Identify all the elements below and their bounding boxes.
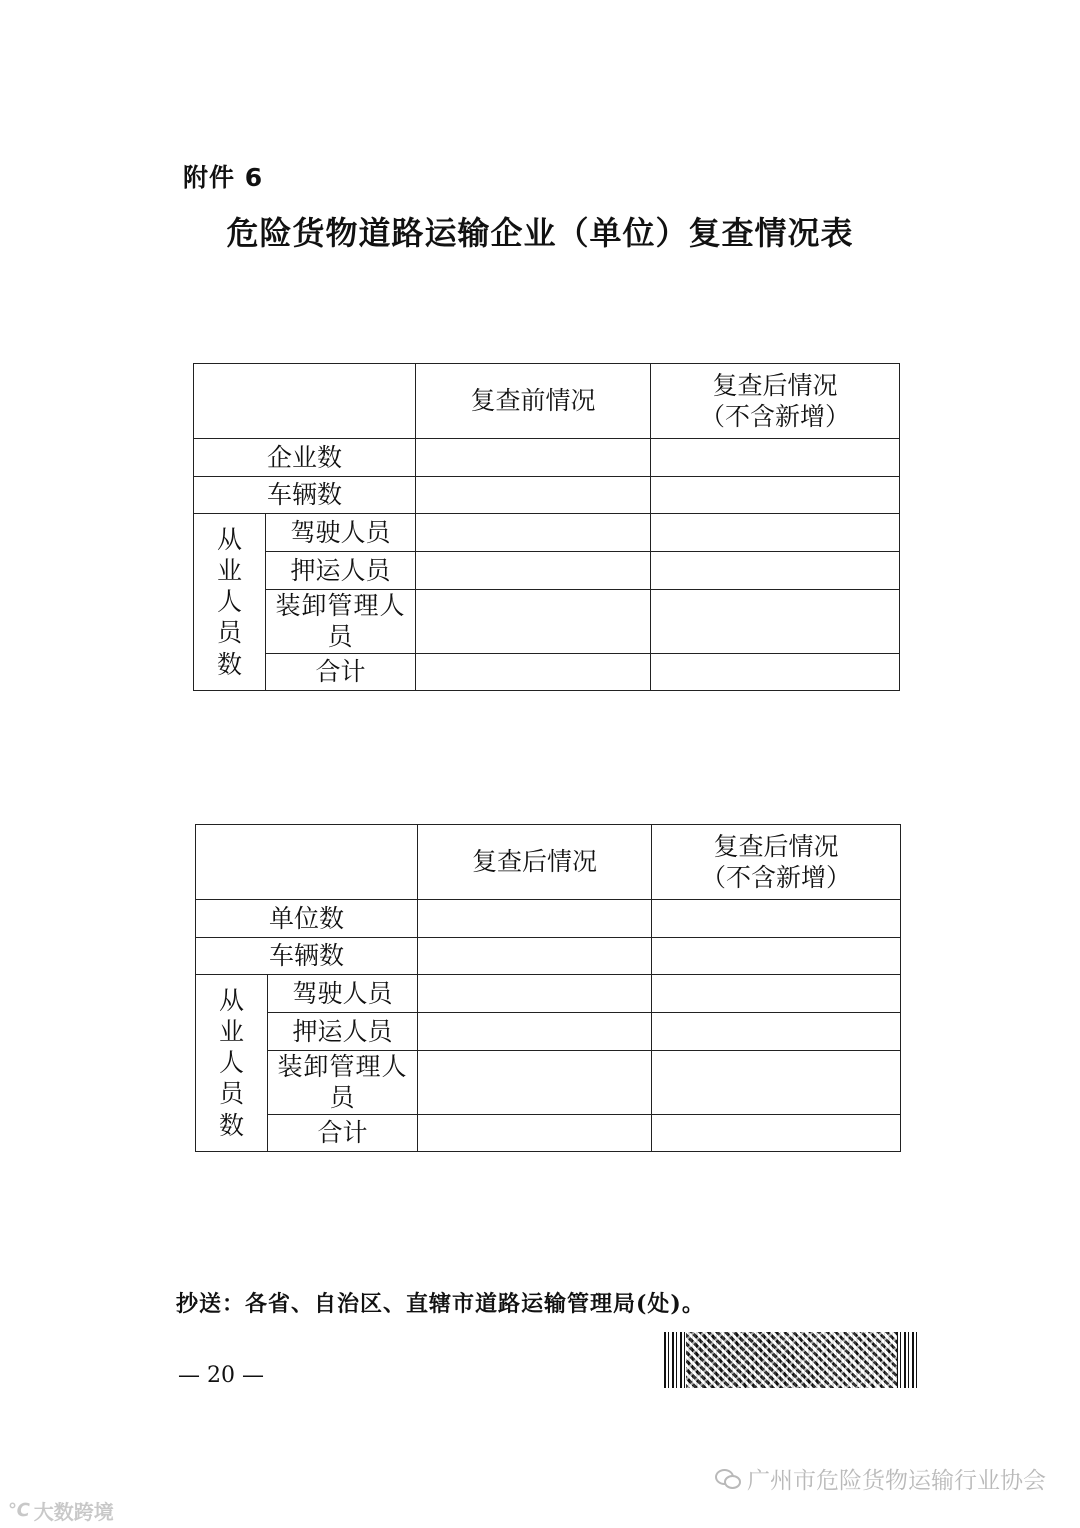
cell-total-after [651, 653, 900, 690]
cc-recipients: 抄送：各省、自治区、直辖市道路运输管理局(处)。 [176, 1291, 705, 1317]
row-label-loaders: 装卸管理人员 [268, 1051, 418, 1115]
logo-icon: ℃ [8, 1500, 30, 1521]
watermark-association [715, 1462, 1046, 1495]
cell-loaders-col2 [652, 1051, 901, 1115]
row-label-drivers: 驾驶人员 [268, 975, 418, 1013]
row-label-escorts: 押运人员 [268, 1013, 418, 1051]
group-label-personnel [196, 975, 268, 1152]
row-label-total: 合计 [268, 1114, 418, 1151]
page-title: 危险货物道路运输企业（单位）复查情况表 [226, 214, 854, 252]
cell-total-col1 [418, 1114, 652, 1151]
barcode-pattern-overlay [686, 1332, 897, 1388]
col-after-review-excl-new [652, 825, 901, 900]
wechat-icon [715, 1469, 741, 1489]
cell-vehicles-after [651, 477, 900, 514]
row-label-units: 单位数 [196, 900, 418, 938]
watermark-source [8, 1496, 114, 1525]
cell-enterprises-after [651, 439, 900, 477]
col-after-review-total: 复查后情况 [418, 825, 652, 900]
col-after-review [651, 364, 900, 439]
group-label-personnel-text: 从业人员数 [216, 524, 242, 679]
cell-loaders-after [651, 590, 900, 654]
cell-vehicles-before [416, 477, 651, 514]
cell-escorts-after [651, 552, 900, 590]
group-label-personnel-text: 从业人员数 [218, 985, 244, 1140]
cell-units-col1 [418, 900, 652, 938]
cell-enterprises-before [416, 439, 651, 477]
cell-drivers-before [416, 514, 651, 552]
header-blank-cell [194, 364, 416, 439]
col-after-review-line1: 复查后情况 [713, 831, 839, 861]
col-after-review-line2: （不含新增） [700, 863, 851, 892]
row-label-vehicles: 车辆数 [194, 477, 416, 514]
row-label-escorts: 押运人员 [266, 552, 416, 590]
col-after-review-line1: 复查后情况 [712, 370, 838, 400]
row-label-loaders: 装卸管理人员 [266, 590, 416, 654]
cell-total-col2 [652, 1114, 901, 1151]
cell-escorts-col2 [652, 1013, 901, 1051]
cell-loaders-before [416, 590, 651, 654]
barcode-image [664, 1332, 919, 1388]
row-label-enterprises: 企业数 [194, 439, 416, 477]
review-table-2 [195, 824, 901, 1152]
col-after-review-line2: （不含新增） [699, 402, 850, 431]
group-label-personnel [194, 514, 266, 691]
cell-units-col2 [652, 900, 901, 938]
cell-drivers-after [651, 514, 900, 552]
cell-drivers-col1 [418, 975, 652, 1013]
cell-vehicles-col1 [418, 938, 652, 975]
watermark-source-text: 大数跨境 [33, 1500, 114, 1524]
page-number: — 20 — [178, 1363, 264, 1388]
header-blank-cell [196, 825, 418, 900]
cell-total-before [416, 653, 651, 690]
cell-escorts-col1 [418, 1013, 652, 1051]
attachment-label: 附件 6 [183, 163, 264, 192]
row-label-vehicles: 车辆数 [196, 938, 418, 975]
review-table-1 [193, 363, 900, 691]
cell-loaders-col1 [418, 1051, 652, 1115]
watermark-association-text: 广州市危险货物运输行业协会 [747, 1468, 1046, 1494]
row-label-total: 合计 [266, 653, 416, 690]
row-label-drivers: 驾驶人员 [266, 514, 416, 552]
cell-escorts-before [416, 552, 651, 590]
cell-drivers-col2 [652, 975, 901, 1013]
col-before-review: 复查前情况 [416, 364, 651, 439]
cell-vehicles-col2 [652, 938, 901, 975]
